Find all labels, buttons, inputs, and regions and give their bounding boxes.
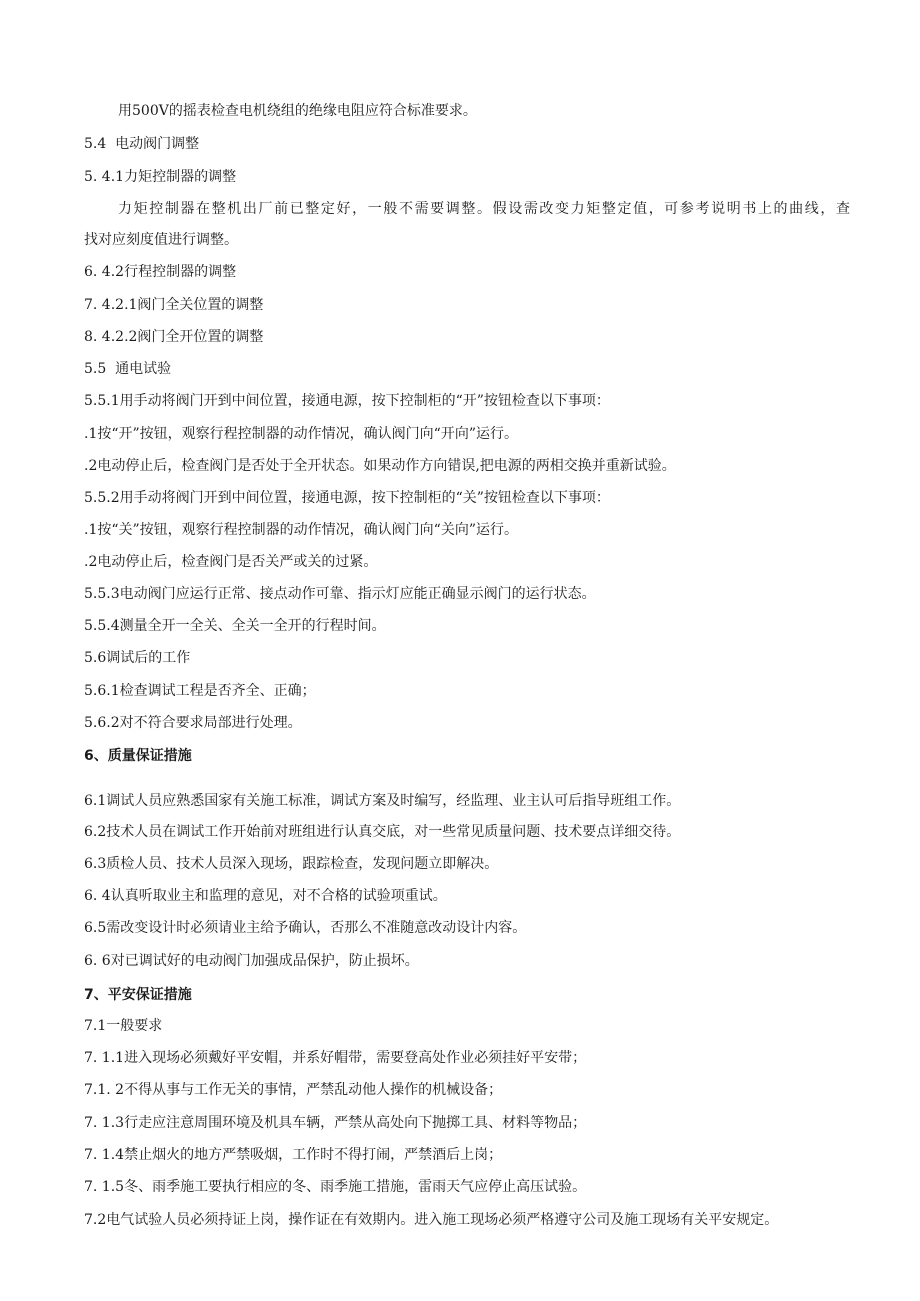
section-4-2-1-title: 7. 4.2.1阀门全关位置的调整	[84, 297, 264, 313]
section-5-5-1-text: 5.5.1用手动将阀门开到中间位置，接通电源，按下控制柜的“开”按钮检查以下事项：	[84, 393, 610, 409]
section-4-2-2-title: 8. 4.2.2阀门全开位置的调整	[84, 329, 264, 345]
section-7-1-2-text: 7.1. 2不得从事与工作无关的事情，严禁乱动他人操作的机械设备；	[84, 1082, 503, 1098]
section-7-1-1-text: 7. 1.1进入现场必须戴好平安帽，并系好帽带，需要登高处作业必须挂好平安带；	[84, 1050, 587, 1066]
section-7-1-3-text: 7. 1.3行走应注意周围环境及机具车辆，严禁从高处向下抛掷工具、材料等物品；	[84, 1115, 587, 1131]
section-6-6-text: 6. 6对已调试好的电动阀门加强成品保护，防止损坏。	[84, 953, 419, 969]
section-7-1-title: 7.1一般要求	[84, 1018, 163, 1034]
section-7-2-text: 7.2电气试验人员必须持证上岗，操作证在有效期内。进入施工现场必须严格遵守公司及施工现场有关平安规定。	[84, 1212, 779, 1228]
section-6-4-text: 6. 4认真听取业主和监理的意见，对不合格的试验项重试。	[84, 888, 447, 904]
section-7-1-5-text: 7. 1.5冬、雨季施工要执行相应的冬、雨季施工措施，雷雨天气应停止高压试验。	[84, 1179, 587, 1195]
paragraph-torque-line-1: 力矩控制器在整机出厂前已整定好，一般不需要调整。假设需改变力矩整定值，可参考说明书上的曲线，查	[118, 201, 850, 217]
heading-safety-measures: 7、平安保证措施	[84, 987, 192, 1003]
section-5-5-3-text: 5.5.3电动阀门应运行正常、接点动作可靠、指示灯应能正确显示阀门的运行状态。	[84, 586, 596, 602]
item-close-button: .1按“关”按钮，观察行程控制器的动作情况，确认阀门向“关向”运行。	[84, 522, 518, 538]
paragraph-insulation-check: 用500V的摇表检查电机绕组的绝缘电阻应符合标准要求。	[118, 103, 477, 119]
section-5-5-2-text: 5.5.2用手动将阀门开到中间位置，接通电源，按下控制柜的“关”按钮检查以下事项：	[84, 490, 610, 506]
paragraph-torque-line-2: 找对应刻度值进行调整。	[84, 232, 238, 248]
item-open-button: .1按“开”按钮，观察行程控制器的动作情况，确认阀门向“开向”运行。	[84, 426, 518, 442]
section-6-1-text: 6.1调试人员应熟悉国家有关施工标准，调试方案及时编写，经监理、业主认可后指导班组工作。	[84, 793, 681, 809]
heading-quality-measures: 6、质量保证措施	[84, 748, 192, 764]
item-close-stop: .2电动停止后，检查阀门是否关严或关的过紧。	[84, 554, 378, 570]
section-5-5-4-text: 5.5.4测量全开一全关、全关一全开的行程时间。	[84, 618, 386, 634]
section-5-6-2-text: 5.6.2对不符合要求局部进行处理。	[84, 715, 302, 731]
section-5-4-title: 5.4 电动阀门调整	[84, 136, 200, 152]
section-6-5-text: 6.5需改变设计时必须请业主给予确认，否那么不准随意改动设计内容。	[84, 920, 527, 936]
item-open-stop: .2电动停止后，检查阀门是否处于全开状态。如果动作方向错误,把电源的两相交换并重新试验。	[84, 458, 676, 474]
section-5-5-title: 5.5 通电试验	[84, 361, 172, 377]
section-6-2-text: 6.2技术人员在调试工作开始前对班组进行认真交底，对一些常见质量问题、技术要点详细交待。	[84, 824, 681, 840]
section-5-6-1-text: 5.6.1检查调试工程是否齐全、正确；	[84, 683, 316, 699]
section-4-2-title: 6. 4.2行程控制器的调整	[84, 264, 237, 280]
section-5-4-1-title: 5. 4.1力矩控制器的调整	[84, 169, 237, 185]
section-7-1-4-text: 7. 1.4禁止烟火的地方严禁吸烟，工作时不得打闹，严禁酒后上岗；	[84, 1147, 503, 1163]
section-5-6-title: 5.6调试后的工作	[84, 650, 191, 666]
section-6-3-text: 6.3质检人员、技术人员深入现场，跟踪检查，发现问题立即解决。	[84, 856, 499, 872]
